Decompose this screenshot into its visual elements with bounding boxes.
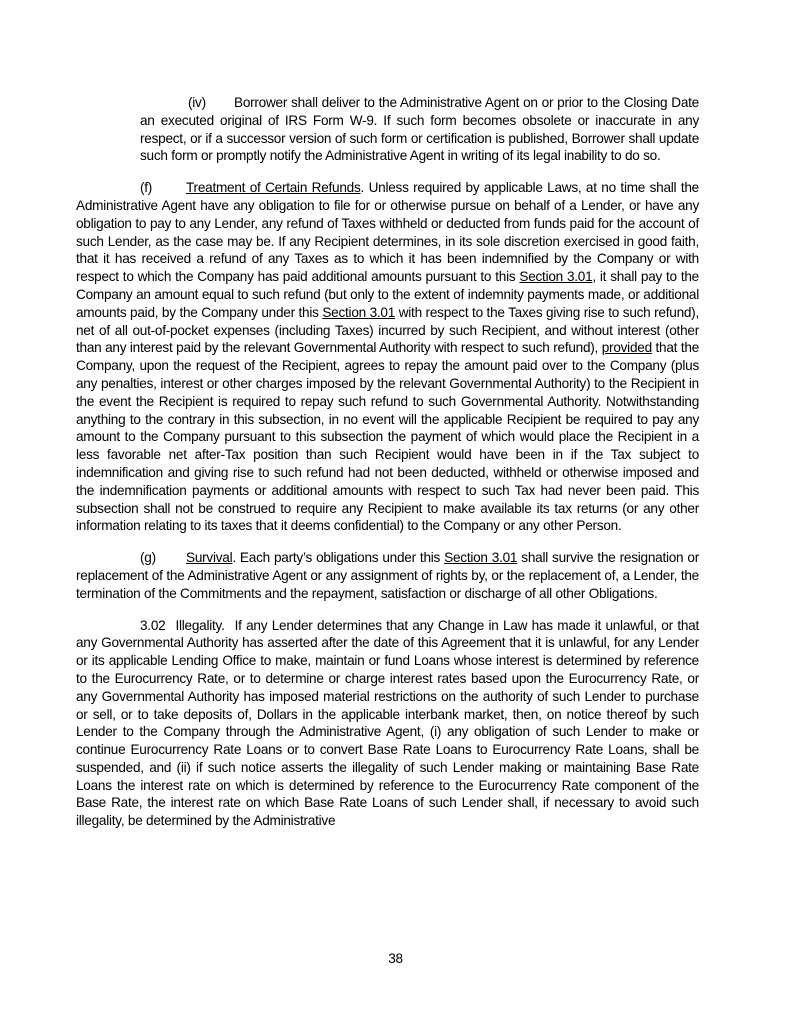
paragraph-g	[76, 549, 699, 602]
section-3-01-reference: Section 3.01	[322, 304, 396, 320]
section-3-01-reference: Section 3.01	[444, 550, 518, 566]
section-3-02-number: 3.02	[140, 617, 166, 633]
paragraph-f-heading: Treatment of Certain Refunds	[186, 180, 361, 196]
paragraph-f-text-2: , it shall pay to the Company an amount equal to such refund (but only to the extent of indemnity payments made, or additional amounts paid, by the Company under this	[76, 269, 699, 320]
section-3-02	[76, 617, 699, 831]
page-number: 38	[388, 951, 403, 966]
paragraph-f-label: (f)	[140, 180, 153, 196]
paragraph-f-text-3: with respect to the Taxes giving rise to such refund), net of all out-of-pocket expenses (including Taxes) incurred by such Recipient, and without interest (other than any interest paid by the relevant Governmental Authority with respect to such refund),	[76, 304, 699, 356]
provided-term: provided	[601, 340, 652, 356]
paragraph-g-text-1: . Each party’s obligations under this	[232, 550, 445, 566]
section-3-01-reference: Section 3.01	[519, 269, 593, 285]
paragraph-f-text-1: . Unless required by applicable Laws, at no time shall the Administrative Agent have any obligation to file for or otherwise pursue on behalf of a Lender, or have any obligation to pay to any Lender, any refund of Taxes withheld or deducted from funds paid for the account of such Lender, as the case may be. If any Recipient determines, in its sole discretion exercised in good faith, that it has received a refund of any Taxes as to which it has been indemnified by the Company or with respect to which the Company has paid additional amounts pursuant to this	[76, 180, 699, 285]
paragraph-f-text-4: that the Company, upon the request of the Recipient, agrees to repay the amount paid over to the Company (plus any penalties, interest or other charges imposed by the relevant Governmental Authority) to the Recipient in the event the Recipient is required to repay such refund to such Governmental Authority. Notwithstanding anything to the contrary in this subsection, in no event will the applicable Recipient be required to pay any amount to the Company pursuant to this subsection the payment of which would place the Recipient in a less favorable net after-Tax position than such Recipient would have been in if the Tax subject to indemnification and giving rise to such refund had not been deducted, withheld or otherwise imposed and the indemnification payments or additional amounts with respect to such Tax had never been paid. This subsection shall not be construed to require any Recipient to make available its tax returns (or any other information relating to its taxes that it deems confidential) to the Company or any other Person.	[76, 340, 700, 534]
paragraph-g-text-2: shall survive the resignation or replacement of the Administrative Agent or any assignment of rights by, or the replacement of, a Lender, the termination of the Commitments and the repayment, satisfaction or discharge of all other Obligations.	[76, 550, 700, 601]
paragraph-iv	[140, 94, 699, 165]
section-3-02-text: If any Lender determines that any Change in Law has made it unlawful, or that any Governmental Authority has asserted after the date of this Agreement that it is unlawful, for any Lender or its applicable Lending Office to make, maintain or fund Loans whose interest is determined by reference to the Eurocurrency Rate, or to determine or charge interest rates based upon the Eurocurrency Rate, or any Governmental Authority has imposed material restrictions on the authority of such Lender to purchase or sell, or to take deposits of, Dollars in the applicable interbank market, then, on notice thereof by such Lender to the Company through the Administrative Agent, (i) any obligation of such Lender to make or continue Eurocurrency Rate Loans or to convert Base Rate Loans to Eurocurrency Rate Loans, shall be suspended, and (ii) if such notice asserts the illegality of such Lender making or maintaining Base Rate Loans the interest rate on which is determined by reference to the Eurocurrency Rate component of the Base Rate, the interest rate on which Base Rate Loans of such Lender shall, if necessary to avoid such illegality, be determined by the Administrative	[76, 617, 699, 829]
paragraph-f	[76, 179, 699, 535]
paragraph-g-heading: Survival	[186, 550, 233, 566]
section-3-02-heading: Illegality.	[175, 617, 225, 633]
paragraph-iv-label: (iv)	[188, 95, 206, 110]
paragraph-iv-text: Borrower shall deliver to the Administrative Agent on or prior to the Closing Date an executed original of IRS Form W-9. If such form becomes obsolete or inaccurate in any respect, or if a successor version of such form or certification is published, Borrower shall update such form or promptly notify the Administrative Agent in writing of its legal inability to do so.	[140, 95, 699, 164]
paragraph-g-label: (g)	[140, 550, 156, 566]
